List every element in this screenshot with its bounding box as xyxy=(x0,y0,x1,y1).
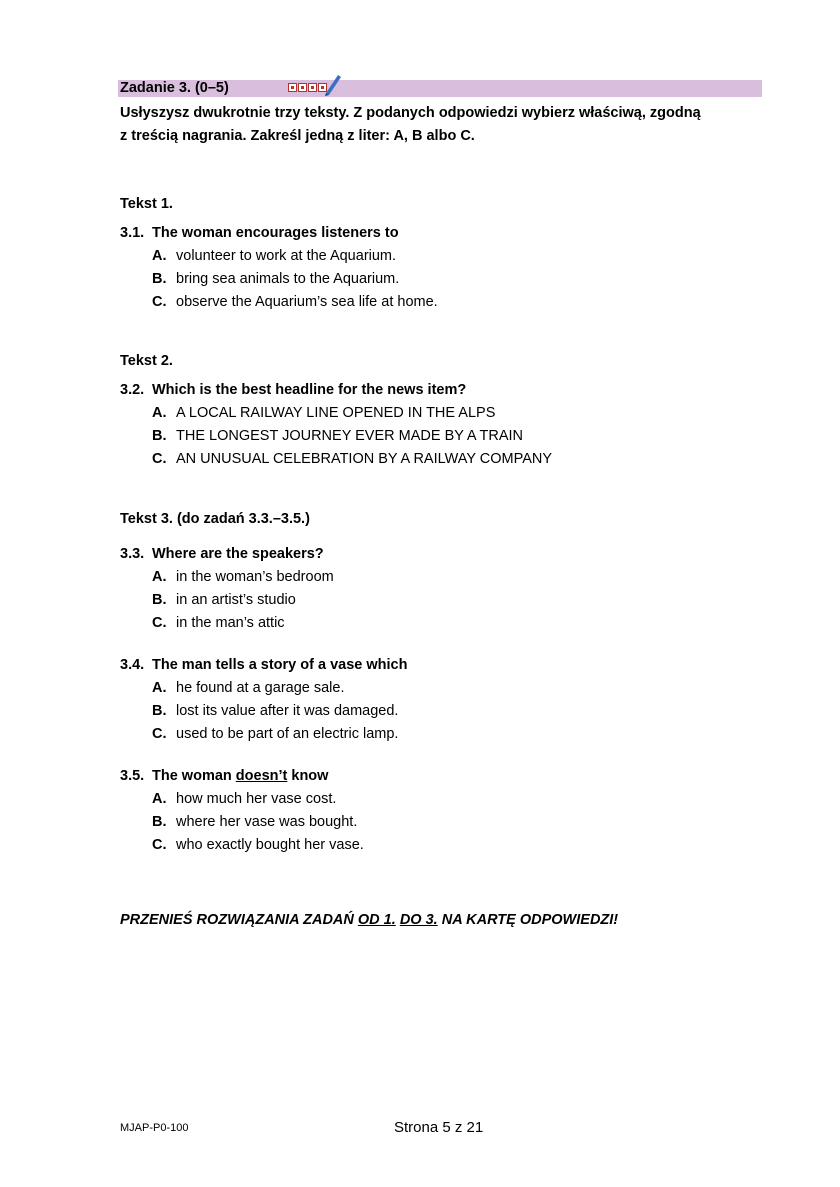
page-number: Strona 5 z 21 xyxy=(394,1119,484,1136)
text1-heading: Tekst 1. xyxy=(120,196,173,212)
question-3-1 xyxy=(120,225,399,241)
option-3-3-a[interactable]: A. in the woman’s bedroom xyxy=(152,569,334,585)
text3-heading: Tekst 3. (do zadań 3.3.–3.5.) xyxy=(120,511,310,527)
question-stem: Where are the speakers? xyxy=(152,546,324,562)
option-3-5-c[interactable]: C. who exactly bought her vase. xyxy=(152,837,364,853)
question-number: 3.4. xyxy=(120,657,145,673)
headphone-box-icon xyxy=(288,83,297,92)
question-number: 3.5. xyxy=(120,768,145,784)
pencil-icon xyxy=(323,72,343,96)
instruction-line-1: Usłyszysz dwukrotnie trzy teksty. Z podanych odpowiedzi wybierz właściwą, zgodną xyxy=(120,105,701,121)
question-3-4 xyxy=(120,657,407,673)
task-title: Zadanie 3. (0–5) xyxy=(120,80,229,96)
question-3-3 xyxy=(120,546,324,562)
headphone-box-icon xyxy=(308,83,317,92)
option-3-2-a[interactable]: A. A LOCAL RAILWAY LINE OPENED IN THE ALPS xyxy=(152,405,496,421)
option-3-4-c[interactable]: C. used to be part of an electric lamp. xyxy=(152,726,399,742)
option-3-4-b[interactable]: B. lost its value after it was damaged. xyxy=(152,703,399,719)
text2-heading: Tekst 2. xyxy=(120,353,173,369)
option-3-5-a[interactable]: A. how much her vase cost. xyxy=(152,791,337,807)
question-3-5: 3.5. The woman doesn’t know xyxy=(120,768,329,784)
emphasis-underline: doesn’t xyxy=(235,768,288,784)
option-3-2-b[interactable]: B. THE LONGEST JOURNEY EVER MADE BY A TRAIN xyxy=(152,428,524,444)
option-3-2-c[interactable]: C. AN UNUSUAL CELEBRATION BY A RAILWAY COMPANY xyxy=(152,451,553,467)
option-3-1-b[interactable]: B. bring sea animals to the Aquarium. xyxy=(152,271,400,287)
transfer-answers-notice: PRZENIEŚ ROZWIĄZANIA ZADAŃ OD 1. DO 3. NA KARTĘ ODPOWIEDZI! xyxy=(120,912,619,928)
headphone-box-icon xyxy=(298,83,307,92)
task-instruction xyxy=(120,102,760,148)
option-3-1-c[interactable]: C. observe the Aquarium’s sea life at home. xyxy=(152,294,438,310)
question-number: 3.3. xyxy=(120,546,145,562)
instruction-line-2: z treścią nagrania. Zakreśl jedną z liter: A, B albo C. xyxy=(120,128,475,144)
question-stem: The man tells a story of a vase which xyxy=(152,657,408,673)
option-3-1-a[interactable]: A. volunteer to work at the Aquarium. xyxy=(152,248,397,264)
option-3-3-b[interactable]: B. in an artist’s studio xyxy=(152,592,296,608)
question-3-2 xyxy=(120,382,466,398)
option-3-3-c[interactable]: C. in the man’s attic xyxy=(152,615,285,631)
listening-icons xyxy=(288,83,327,93)
question-number: 3.2. xyxy=(120,382,145,398)
question-stem: The woman encourages listeners to xyxy=(152,225,399,241)
option-3-5-b[interactable]: B. where her vase was bought. xyxy=(152,814,358,830)
question-stem: Which is the best headline for the news item? xyxy=(152,382,467,398)
option-3-4-a[interactable]: A. he found at a garage sale. xyxy=(152,680,345,696)
exam-code: MJAP-P0-100 xyxy=(120,1122,189,1134)
question-number: 3.1. xyxy=(120,225,145,241)
